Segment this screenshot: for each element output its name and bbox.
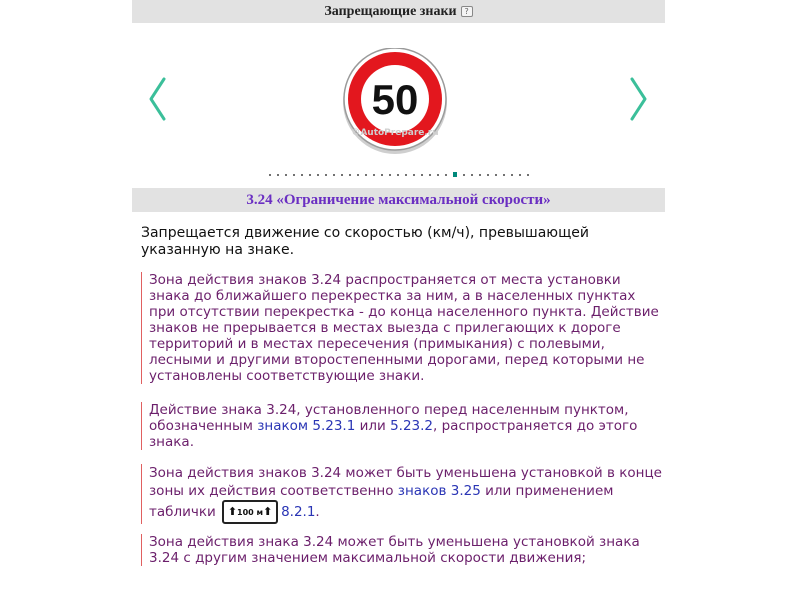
- note-text: Действие знака 3.24, установленного перед населенным пунктом, обозначенным: [149, 402, 629, 434]
- pagination-dot[interactable]: [437, 174, 439, 176]
- note-other-speed: [141, 534, 664, 566]
- note-text: .: [315, 504, 320, 520]
- pagination-dot[interactable]: [349, 174, 351, 176]
- note-text: , распространяется до этого знака.: [149, 418, 638, 450]
- pagination-dot[interactable]: [389, 174, 391, 176]
- pagination-dot[interactable]: [503, 174, 505, 176]
- pagination-dot[interactable]: [277, 174, 279, 176]
- help-icon[interactable]: ?: [461, 6, 473, 17]
- sign-title: 3.24 «Ограничение максимальной скорости»: [132, 188, 665, 212]
- pagination-dot[interactable]: [269, 174, 271, 176]
- next-sign-arrow-icon[interactable]: [622, 76, 652, 122]
- speed-limit-sign: [333, 48, 457, 172]
- pagination-dot[interactable]: [341, 174, 343, 176]
- link-plate-8-2-1[interactable]: 8.2.1: [281, 504, 316, 520]
- previous-sign-arrow-icon[interactable]: [144, 76, 174, 122]
- pagination-dot[interactable]: [373, 174, 375, 176]
- pagination-dot[interactable]: [301, 174, 303, 176]
- pagination-dot[interactable]: [445, 174, 447, 176]
- watermark: ©AutoPrepare.ru: [351, 128, 439, 138]
- pagination-dot[interactable]: [495, 174, 497, 176]
- pagination-dot[interactable]: [397, 174, 399, 176]
- pagination-dot[interactable]: [405, 174, 407, 176]
- pagination-dot[interactable]: [293, 174, 295, 176]
- pagination-dot[interactable]: [357, 174, 359, 176]
- pagination-dot-active[interactable]: [453, 172, 457, 177]
- pagination-dot[interactable]: [365, 174, 367, 176]
- note-zone-reduction: [141, 464, 664, 524]
- pagination-dot[interactable]: [471, 174, 473, 176]
- pagination-dot[interactable]: [413, 174, 415, 176]
- pagination-dot[interactable]: [333, 174, 335, 176]
- pagination-dot[interactable]: [487, 174, 489, 176]
- note-settlement: [141, 402, 664, 450]
- pagination-dot[interactable]: [511, 174, 513, 176]
- plate-8-2-1-icon: ⬆100 м⬆: [222, 500, 278, 524]
- pagination-dot[interactable]: [527, 174, 529, 176]
- note-text: или применением таблички: [149, 483, 614, 520]
- sign-description: Запрещается движение со скоростью (км/ч), превышающей указанную на знаке.: [141, 225, 589, 258]
- section-header: [132, 0, 665, 23]
- pagination-dot[interactable]: [317, 174, 319, 176]
- note-text: Зона действия знаков 3.24 может быть уменьшена установкой в конце зоны их действия соответственно: [149, 465, 662, 499]
- pagination-dot[interactable]: [463, 174, 465, 176]
- note-zone-of-action: [141, 272, 664, 384]
- pagination-dot[interactable]: [309, 174, 311, 176]
- note-text: или: [355, 418, 391, 434]
- link-sign-5-23-1[interactable]: знаком 5.23.1: [257, 418, 356, 434]
- pagination-dot[interactable]: [381, 174, 383, 176]
- link-sign-3-25[interactable]: знаков 3.25: [397, 483, 481, 499]
- pagination-dot[interactable]: [325, 174, 327, 176]
- note-text: Зона действия знаков 3.24 распространяется от места установки знака до ближайшего перекрестка за ним, а в населенных пунктах при отсутствии перекрестка - до конца населенного пункта. Действие знаков не прерывается в местах выезда с прилегающих к дороге территорий и в местах пересечения (примыкания) с полевыми, лесными и другими второстепенными дорогами, перед которыми не установлены соответствующие знаки.: [149, 272, 659, 384]
- pagination-dot[interactable]: [479, 174, 481, 176]
- link-sign-5-23-2[interactable]: 5.23.2: [390, 418, 434, 434]
- carousel-pagination: [132, 172, 665, 184]
- sign-speed-value: 50: [371, 76, 419, 123]
- section-title: Запрещающие знаки: [324, 4, 457, 19]
- note-text: Зона действия знака 3.24 может быть уменьшена установкой знака 3.24 с другим значением максимальной скорости движения;: [149, 534, 640, 566]
- pagination-dot[interactable]: [285, 174, 287, 176]
- pagination-dot[interactable]: [519, 174, 521, 176]
- pagination-dot[interactable]: [429, 174, 431, 176]
- pagination-dot[interactable]: [421, 174, 423, 176]
